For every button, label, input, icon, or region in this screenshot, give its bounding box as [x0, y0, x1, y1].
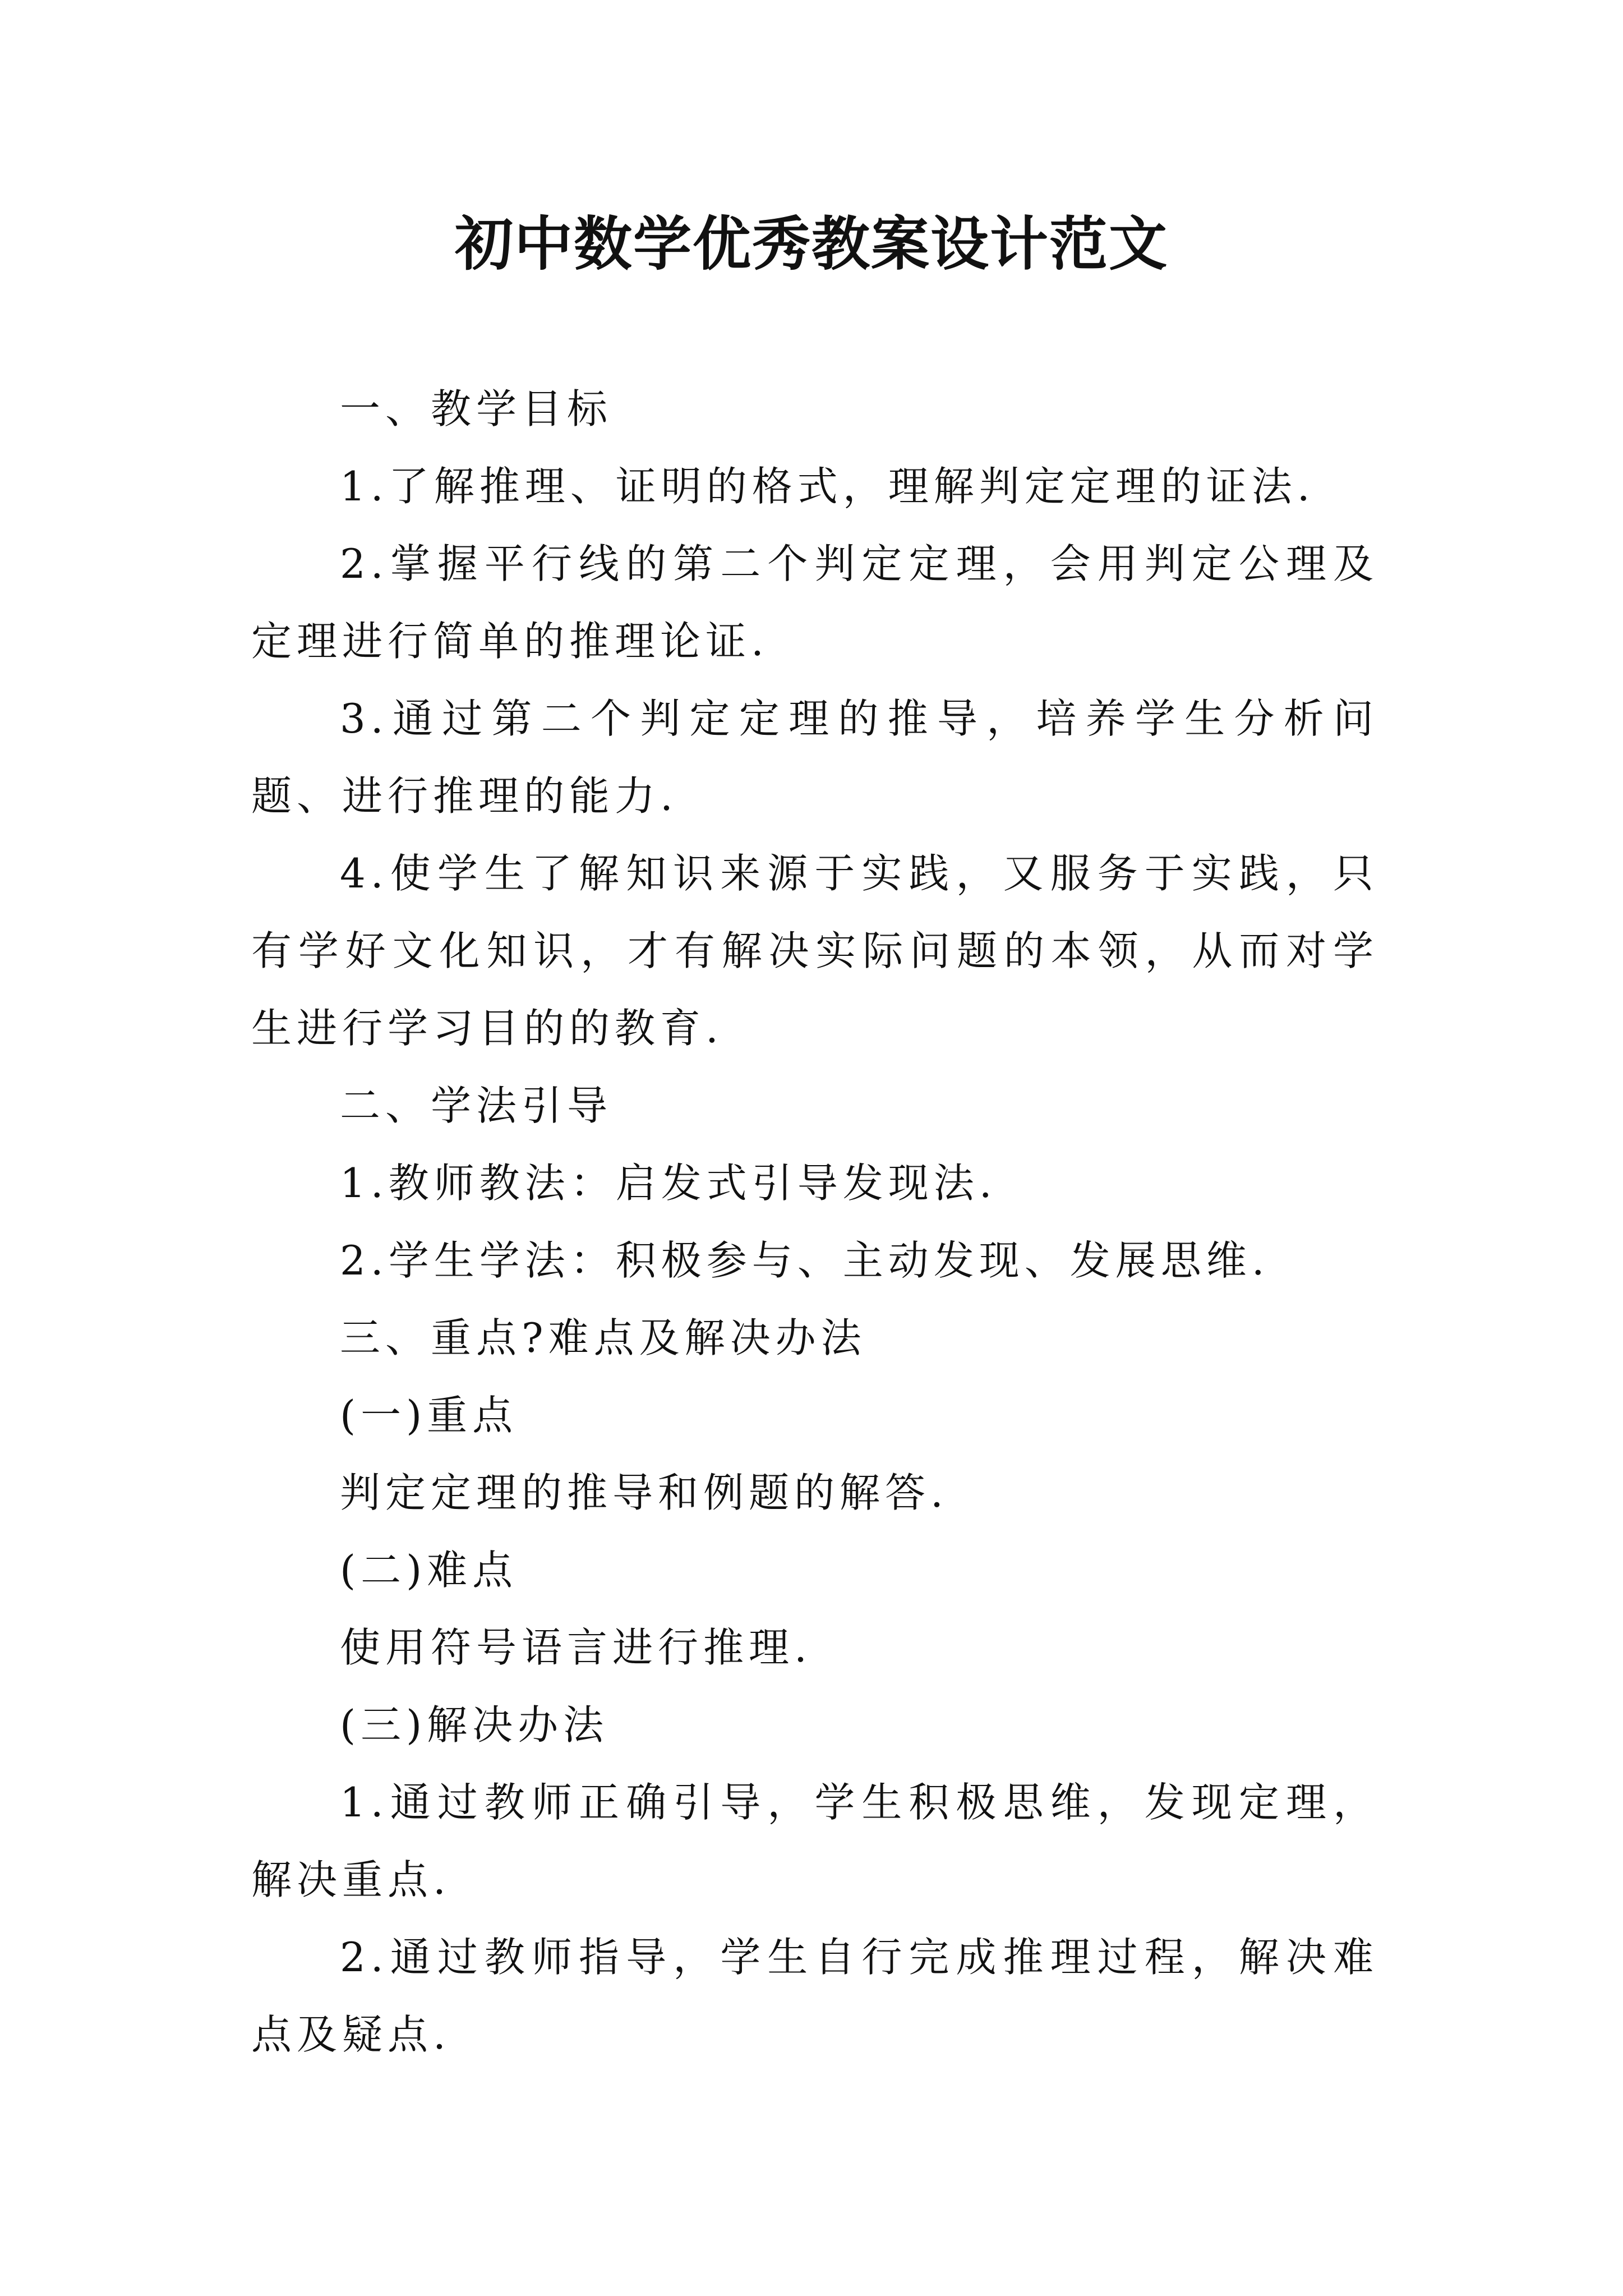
subheading-solution: (三)解决办法	[340, 1701, 609, 1749]
guidance-item-1: 1.教师教法：启发式引导发现法.	[340, 1159, 997, 1207]
section-heading-learning-guidance: 二、学法引导	[340, 1082, 613, 1129]
section-heading-teaching-goals: 一、教学目标	[340, 385, 613, 432]
document-title: 初中数学优秀教案设计范文	[454, 209, 1168, 278]
solution-item-2: 2.通过教师指导，学生自行完成推理过程，解决难点及疑点.	[251, 1934, 1378, 2058]
document-body	[251, 370, 1378, 2073]
guidance-item-2: 2.学生学法：积极参与、主动发现、发展思维.	[340, 1237, 1270, 1284]
section-heading-key-points: 三、重点?难点及解决办法	[340, 1314, 866, 1361]
subheading-difficulty: (二)难点	[340, 1547, 518, 1594]
key-point-text: 判定定理的推导和例题的解答.	[340, 1469, 948, 1516]
goal-item-3: 3.通过第二个判定定理的推导，培养学生分析问题、进行推理的能力.	[251, 695, 1378, 820]
goal-item-1: 1.了解推理、证明的格式，理解判定定理的证法.	[340, 463, 1315, 510]
goal-item-4: 4.使学生了解知识来源于实践，又服务于实践，只有学好文化知识，才有解决实际问题的本领，从而对学生进行学习目的的教育.	[251, 850, 1378, 1052]
difficulty-text: 使用符号语言进行推理.	[340, 1624, 812, 1671]
solution-item-1: 1.通过教师正确引导，学生积极思维，发现定理，解决重点.	[251, 1779, 1378, 1903]
subheading-key-point: (一)重点	[340, 1392, 518, 1439]
goal-item-2: 2.掌握平行线的第二个判定定理，会用判定公理及定理进行简单的推理论证.	[251, 540, 1378, 665]
